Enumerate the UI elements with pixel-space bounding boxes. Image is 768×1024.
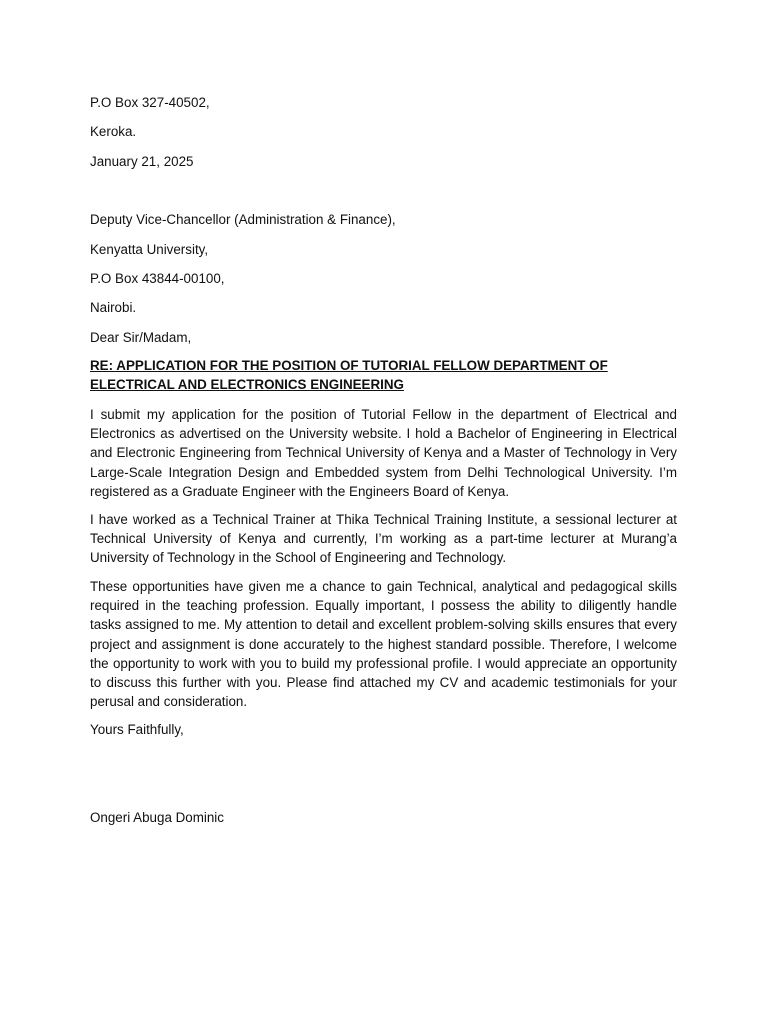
body-paragraph-1: I submit my application for the position of Tutorial Fellow in the department of Electrical and Electronics as advertised on the University website. I hold a Bachelor of Engineering in Electrical and Electronic Engineering from Technical University of Kenya and a Master of Technology in Very Large-Scale Integration Design and Embedded system from Delhi Technological University. I’m registered as a Graduate Engineer with the Engineers Board of Kenya. (90, 407, 677, 499)
sender-address-line1: P.O Box 327-40502, (90, 95, 210, 110)
recipient-city: Nairobi. (90, 300, 137, 315)
recipient-title: Deputy Vice-Chancellor (Administration & Finance), (90, 212, 396, 227)
salutation: Dear Sir/Madam, (90, 330, 192, 345)
body-paragraph-3: These opportunities have given me a chance to gain Technical, analytical and pedagogical skills required in the teaching profession. Equally important, I possess the ability to diligently handle tasks assigned to me. My attention to detail and excellent problem-solving skills ensures that every project and assignment is done accurately to the highest standard possible. Therefore, I welcome the opportunity to work with you to build my professional profile. I would appreciate an opportunity to discuss this further with you. Please find attached my CV and academic testimonials for your perusal and consideration. (90, 579, 677, 710)
sender-address-line2: Keroka. (90, 124, 137, 139)
recipient-address: P.O Box 43844-00100, (90, 271, 225, 286)
subject-line: RE: APPLICATION FOR THE POSITION OF TUTORIAL FELLOW DEPARTMENT OF ELECTRICAL AND ELECTRONICS ENGINEERING (90, 358, 608, 392)
recipient-institution: Kenyatta University, (90, 242, 209, 257)
signature-name: Ongeri Abuga Dominic (90, 810, 224, 825)
letter-date: January 21, 2025 (90, 154, 194, 169)
closing: Yours Faithfully, (90, 722, 184, 737)
body-paragraph-2: I have worked as a Technical Trainer at Thika Technical Training Institute, a sessional lecturer at Technical University of Kenya and currently, I’m working as a part-time lecturer at Murang’a University of Technology in the School of Engineering and Technology. (90, 512, 677, 566)
